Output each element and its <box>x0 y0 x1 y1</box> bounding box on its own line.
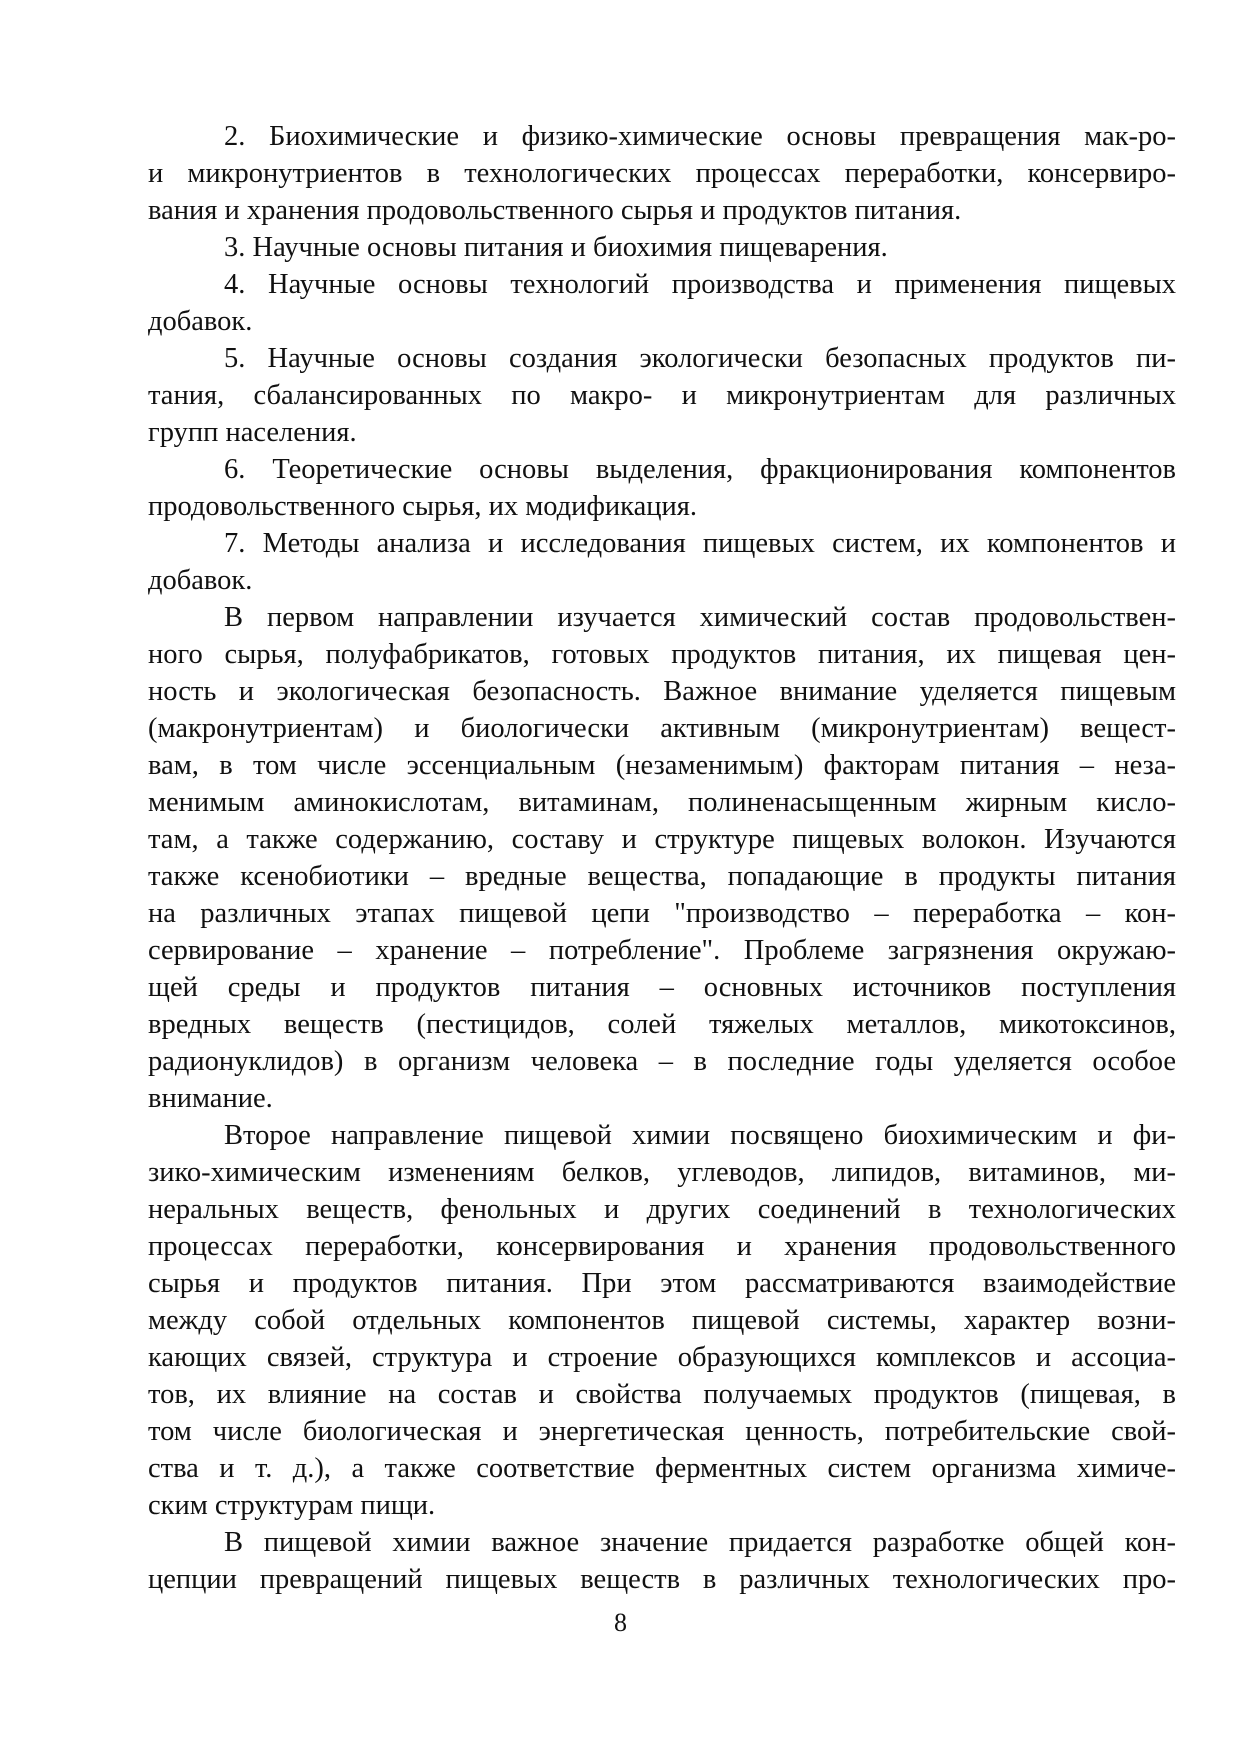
text-line: (макронутриентам) и биологически активным (микронутриентам) вещест- <box>148 713 1176 744</box>
text-line: вредных веществ (пестицидов, солей тяжелых металлов, микотоксинов, <box>148 1009 1176 1040</box>
text-line: продовольственного сырья, их модификация. <box>148 491 697 522</box>
text-line: групп населения. <box>148 417 357 448</box>
text-line: Второе направление пищевой химии посвящено биохимическим и фи- <box>224 1120 1176 1151</box>
text-line: 2. Биохимические и физико-химические основы превращения мак-ро- <box>224 121 1176 152</box>
text-line: В пищевой химии важное значение придается разработке общей кон- <box>224 1527 1176 1558</box>
text-line: кающих связей, структура и строение образующихся комплексов и ассоциа- <box>148 1342 1176 1373</box>
text-line: менимым аминокислотам, витаминам, полиненасыщенным жирным кисло- <box>148 787 1176 818</box>
text-line: вам, в том числе эссенциальным (незаменимым) факторам питания – неза- <box>148 750 1176 781</box>
text-line: между собой отдельных компонентов пищевой системы, характер возни- <box>148 1305 1176 1336</box>
text-line: на различных этапах пищевой цепи "производство – переработка – кон- <box>148 898 1176 929</box>
text-line: ским структурам пищи. <box>148 1490 436 1521</box>
text-line: неральных веществ, фенольных и других соединений в технологических <box>148 1194 1176 1225</box>
text-line: щей среды и продуктов питания – основных источников поступления <box>148 972 1176 1003</box>
text-line: ного сырья, полуфабрикатов, готовых продуктов питания, их пищевая цен- <box>148 639 1176 670</box>
text-line: тов, их влияние на состав и свойства получаемых продуктов (пищевая, в <box>148 1379 1176 1410</box>
text-line: сервирование – хранение – потребление". Проблеме загрязнения окружаю- <box>148 935 1176 966</box>
page-body <box>148 118 1176 1598</box>
text-line: 6. Теоретические основы выделения, фракционирования компонентов <box>224 454 1176 485</box>
text-line: 5. Научные основы создания экологически безопасных продуктов пи- <box>224 343 1176 374</box>
text-line: и микронутриентов в технологических процессах переработки, консервиро- <box>148 158 1176 189</box>
text-line: там, а также содержанию, составу и структуре пищевых волокон. Изучаются <box>148 824 1176 855</box>
text-line: зико-химическим изменениям белков, углеводов, липидов, витаминов, ми- <box>148 1157 1176 1188</box>
text-line: вания и хранения продовольственного сырья и продуктов питания. <box>148 195 962 226</box>
text-line: процессах переработки, консервирования и хранения продовольственного <box>148 1231 1176 1262</box>
text-line: сырья и продуктов питания. При этом рассматриваются взаимодействие <box>148 1268 1176 1299</box>
text-line: 4. Научные основы технологий производства и применения пищевых <box>224 269 1176 300</box>
text-line: также ксенобиотики – вредные вещества, попадающие в продукты питания <box>148 861 1176 892</box>
text-line: том числе биологическая и энергетическая ценность, потребительские свой- <box>148 1416 1176 1447</box>
text-line: добавок. <box>148 306 253 337</box>
text-line: внимание. <box>148 1083 273 1114</box>
text-line: радионуклидов) в организм человека – в последние годы уделяется особое <box>148 1046 1176 1077</box>
text-line: цепции превращений пищевых веществ в различных технологических про- <box>148 1564 1176 1595</box>
page-number: 8 <box>614 1608 627 1637</box>
text-line: 3. Научные основы питания и биохимия пищеварения. <box>224 232 888 263</box>
text-line: ства и т. д.), а также соответствие ферментных систем организма химиче- <box>148 1453 1176 1484</box>
text-line: ность и экологическая безопасность. Важное внимание уделяется пищевым <box>148 676 1176 707</box>
text-line: тания, сбалансированных по макро- и микронутриентам для различных <box>148 380 1176 411</box>
text-line: В первом направлении изучается химический состав продовольствен- <box>224 602 1176 633</box>
text-line: 7. Методы анализа и исследования пищевых систем, их компонентов и <box>224 528 1176 559</box>
text-line: добавок. <box>148 565 253 596</box>
